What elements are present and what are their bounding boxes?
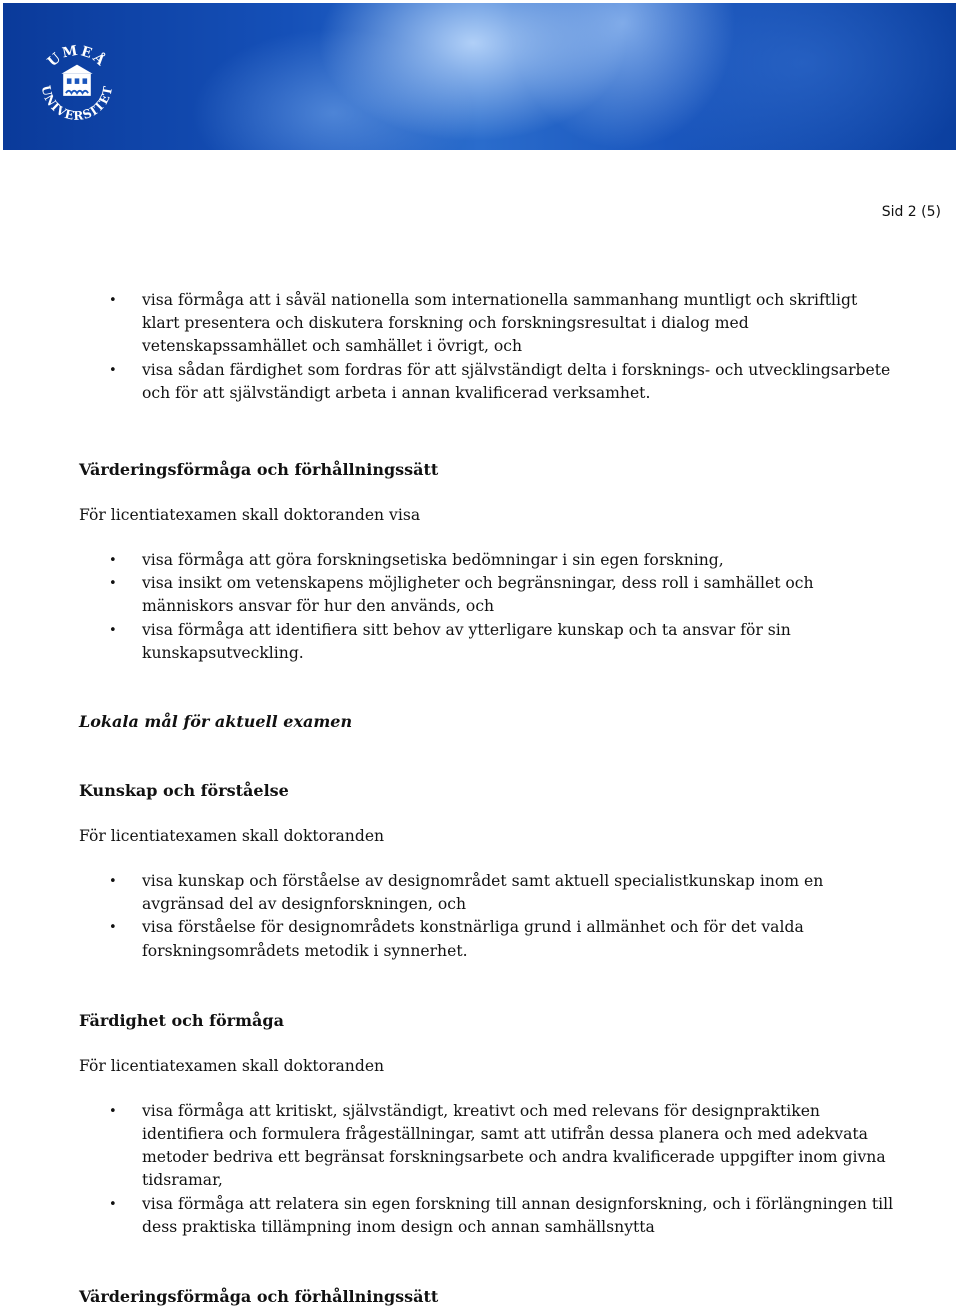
svg-text:UMEÅ: UMEÅ — [44, 42, 110, 71]
list-item: • visa förmåga att göra forskningsetiska bedömningar i sin egen forskning, — [79, 549, 899, 572]
section-heading-skills: Färdighet och förmåga — [79, 1010, 284, 1030]
section-heading-local-goals: Lokala mål för aktuell examen — [79, 712, 353, 732]
section-heading-knowledge: Kunskap och förståelse — [79, 781, 289, 801]
page-number: Sid 2 (5) — [881, 204, 941, 220]
section-intro: För licentiatexamen skall doktoranden — [79, 1056, 385, 1075]
values-bullet-list — [79, 549, 899, 665]
document-body — [79, 289, 899, 1308]
list-item: • visa förmåga att identifiera sitt behov av ytterligare kunskap och ta ansvar för sin kunskapsutveckling. — [79, 619, 899, 665]
skills-bullet-list — [79, 1100, 899, 1239]
svg-text:UNIVERSITET: UNIVERSITET — [38, 84, 116, 124]
list-item: • visa insikt om vetenskapens möjligheter och begränsningar, dess roll i samhället och människors ansvar för hur den används, och — [79, 572, 899, 618]
list-item: • visa förståelse för designområdets konstnärliga grund i allmänhet och för det valda forskningsområdets metodik i synnerhet. — [79, 916, 899, 962]
section-intro: För licentiatexamen skall doktoranden visa — [79, 506, 421, 525]
list-item: • visa förmåga att relatera sin egen forskning till annan designforskning, och i förlängningen till dess praktiska tillämpning inom design och annan samhällsnytta — [79, 1193, 899, 1239]
list-item: • visa förmåga att i såväl nationella som internationella sammanhang muntligt och skriftligt klart presentera och diskutera forskning och forskningsresultat i dialog med vetenskapssamhället och samhället i övrigt, och — [79, 289, 899, 359]
intro-bullet-list — [79, 289, 899, 405]
list-item: • visa förmåga att kritiskt, självständigt, kreativt och med relevans för designpraktiken identifiera och formulera frågeställningar, samt att utifrån dessa planera och med adekvata metoder bedriva ett begränsat forskningsarbete och andra kvalificerade uppgifter inom givna tidsramar, — [79, 1100, 899, 1193]
list-item: • visa kunskap och förståelse av designområdet samt aktuell specialistkunskap inom en avgränsad del av designforskningen, och — [79, 870, 899, 916]
section-intro: För licentiatexamen skall doktoranden — [79, 827, 385, 846]
list-item: • visa sådan färdighet som fordras för att självständigt delta i forsknings- och utvecklingsarbete och för att självständigt arbeta i annan kvalificerad verksamhet. — [79, 359, 899, 405]
university-seal-logo — [31, 37, 123, 129]
section-heading-values-2: Värderingsförmåga och förhållningssätt — [79, 1287, 439, 1307]
header-banner — [3, 3, 956, 150]
section-heading-values: Värderingsförmåga och förhållningssätt — [79, 460, 439, 480]
knowledge-bullet-list — [79, 870, 899, 963]
